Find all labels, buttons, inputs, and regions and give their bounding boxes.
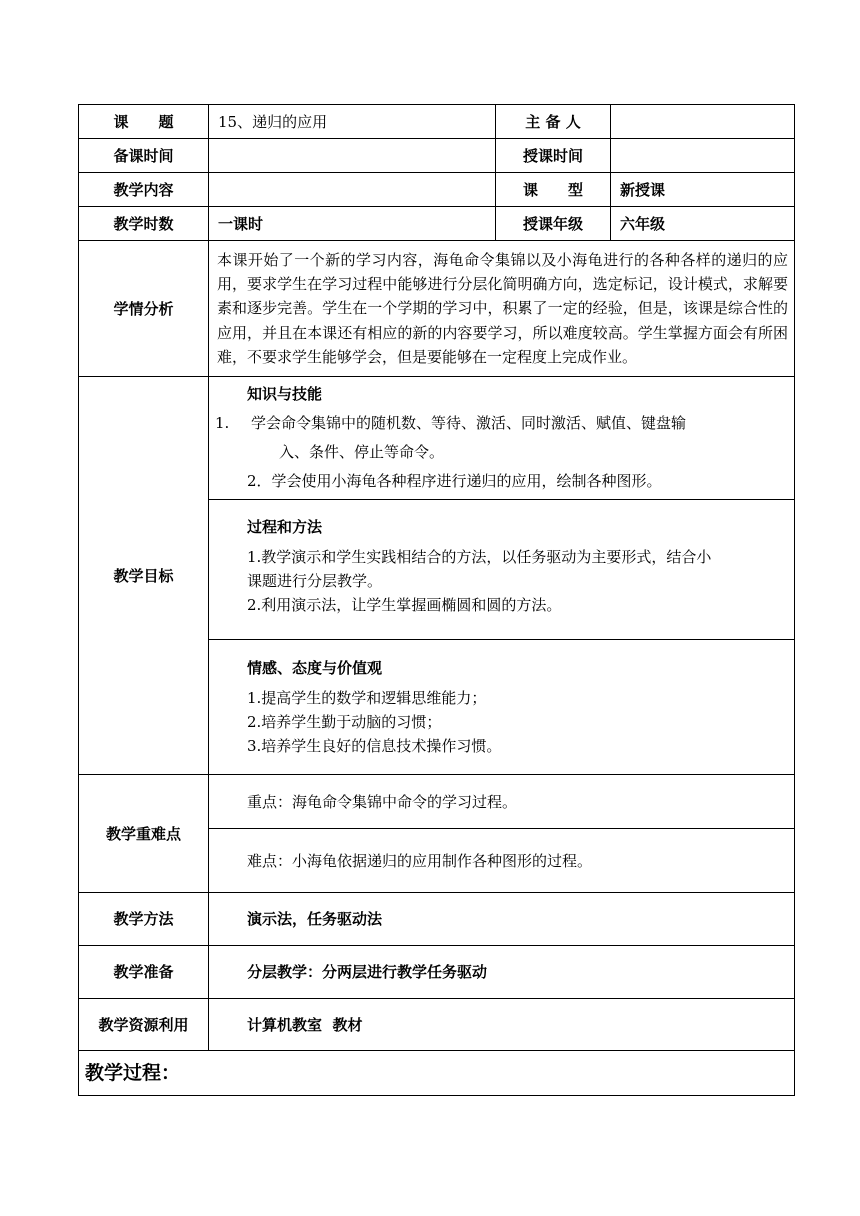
header-row-hours xyxy=(79,207,795,241)
lead-preparer-label: 主 备 人 xyxy=(496,105,611,139)
knowledge-item-1-number: 1. xyxy=(215,414,230,432)
analysis-label: 学情分析 xyxy=(79,241,209,377)
resources-label: 教学资源利用 xyxy=(79,999,209,1051)
method-label: 教学方法 xyxy=(79,893,209,946)
grade-value: 六年级 xyxy=(611,207,795,241)
knowledge-item-1-text: 学会命令集锦中的随机数、等待、激活、同时激活、赋值、键盘输 xyxy=(251,414,687,432)
resources-value: 计算机教室 教材 xyxy=(209,999,795,1051)
difficulty-text: 难点：小海龟依据递归的应用制作各种图形的过程。 xyxy=(209,829,795,893)
knowledge-cell xyxy=(209,377,795,500)
class-time-value xyxy=(611,139,795,173)
lead-preparer-value xyxy=(611,105,795,139)
objectives-label: 教学目标 xyxy=(79,377,209,775)
process-item-1-cont: 课题进行分层教学。 xyxy=(247,572,383,590)
resources-row xyxy=(79,999,795,1051)
keypoints-row-focus xyxy=(79,775,795,829)
lesson-type-label: 课 型 xyxy=(496,173,611,207)
preparation-label: 教学准备 xyxy=(79,946,209,999)
emotion-item-3: 3.培养学生良好的信息技术操作习惯。 xyxy=(247,737,502,755)
process-item-1: 1.教学演示和学生实践相结合的方法，以任务驱动为主要形式，结合小 xyxy=(247,548,712,566)
focus-text: 重点：海龟命令集锦中命令的学习过程。 xyxy=(209,775,795,829)
method-row xyxy=(79,893,795,946)
objectives-row-knowledge xyxy=(79,377,795,500)
knowledge-item-1-cont: 入、条件、停止等命令。 xyxy=(279,443,445,461)
preparation-value: 分层教学：分两层进行教学任务驱动 xyxy=(209,946,795,999)
lesson-plan-table xyxy=(78,104,795,1096)
emotion-cell xyxy=(209,640,795,775)
analysis-text: 本课开始了一个新的学习内容，海龟命令集锦以及小海龟进行的各种各样的递归的应用，要求学生在学习过程中能够进行分层化简明确方向，选定标记，设计模式，求解要素和逐步完善。学生在一个学期的学习中，积累了一定的经验，但是，该课是综合性的应用，并且在本课还有相应的新的内容要学习，所以难度较高。学生掌握方面会有所困难，不要求学生能够学会，但是要能够在一定程度上完成作业。 xyxy=(209,241,795,377)
header-row-time xyxy=(79,139,795,173)
knowledge-item-2: 2．学会使用小海龟各种程序进行递归的应用，绘制各种图形。 xyxy=(247,472,662,490)
content-label: 教学内容 xyxy=(79,173,209,207)
lesson-type-value: 新授课 xyxy=(611,173,795,207)
keypoints-label: 教学重难点 xyxy=(79,775,209,893)
header-row-topic xyxy=(79,105,795,139)
process-cell xyxy=(209,500,795,640)
preparation-row xyxy=(79,946,795,999)
process-item-2: 2.利用演示法，让学生掌握画椭圆和圆的方法。 xyxy=(247,596,562,614)
process-title-row xyxy=(79,1051,795,1096)
hours-label: 教学时数 xyxy=(79,207,209,241)
class-time-label: 授课时间 xyxy=(496,139,611,173)
grade-label: 授课年级 xyxy=(496,207,611,241)
emotion-item-1: 1.提高学生的数学和逻辑思维能力； xyxy=(247,689,487,707)
method-value: 演示法，任务驱动法 xyxy=(209,893,795,946)
emotion-title: 情感、态度与价值观 xyxy=(247,659,383,677)
emotion-item-2: 2.培养学生勤于动脑的习惯； xyxy=(247,713,442,731)
hours-value: 一课时 xyxy=(209,207,496,241)
topic-label: 课 题 xyxy=(79,105,209,139)
header-row-content xyxy=(79,173,795,207)
process-title: 过程和方法 xyxy=(247,518,323,536)
content-value xyxy=(209,173,496,207)
analysis-row xyxy=(79,241,795,377)
teaching-process-title: 教学过程： xyxy=(79,1051,795,1096)
knowledge-item-1 xyxy=(211,409,786,438)
topic-value: 15、递归的应用 xyxy=(209,105,496,139)
knowledge-title: 知识与技能 xyxy=(247,385,323,403)
prep-time-label: 备课时间 xyxy=(79,139,209,173)
prep-time-value xyxy=(209,139,496,173)
